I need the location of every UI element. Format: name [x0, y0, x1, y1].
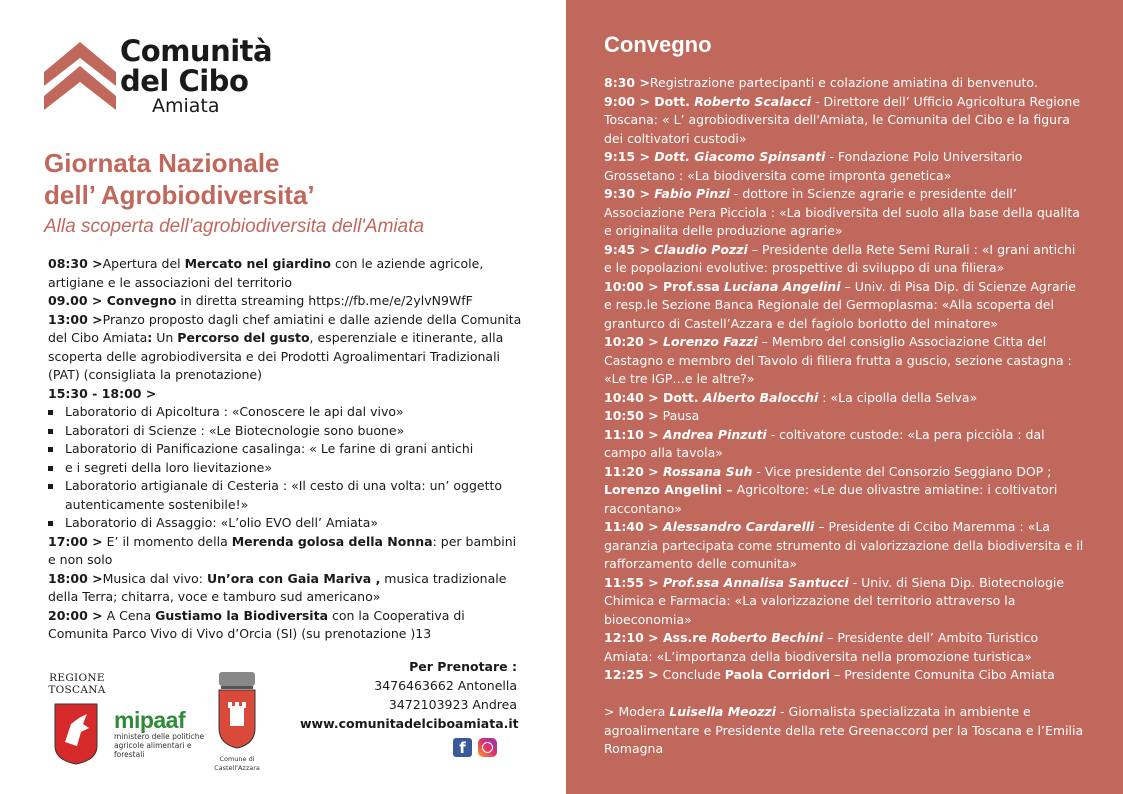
list-item: e i segreti della loro lievitazione» [48, 459, 526, 478]
convegno-item: 11:55 > Prof.ssa Annalisa Santucci - Univ. di Siena Dip. Biotecnologie Chimica e Farmacia: «La valorizzazione del territorio attraverso la bioeconomia» [604, 574, 1065, 627]
program [48, 255, 526, 644]
comune-crest-icon [215, 670, 259, 750]
pegasus-shield-icon [53, 702, 99, 766]
program-item: 18:00 >Musica dal vivo: Un’ora con Gaia Mariva , musica tradizionale della Terra; chitarra, voce e tamburo sud americano» [48, 570, 507, 604]
convegno-item: 12:25 > Conclude Paola Corridori – Presidente Comunita Cibo Amiata [604, 667, 1055, 682]
convegno-item: 9:00 > Dott. Roberto Scalacci - Direttore dell’ Ufficio Agricoltura Regione Toscana: « L’ agrobiodiversita dell'Amiata, le Comunita del Cibo e la figura dei coltivatori custodi» [604, 93, 1081, 146]
convegno-panel [566, 0, 1123, 794]
convegno-program [604, 74, 1084, 759]
page-title [44, 147, 315, 211]
program-item: 20:00 > A Cena Gustiamo la Biodiversita con la Cooperativa di Comunita Parco Vivo di Vivo d’Orcia (SI) (su prenotazione )13 [48, 607, 465, 641]
convegno-item: 9:30 > Fabio Pinzi - dottore in Scienze agrarie e presidente dell’ Associazione Pera Picciola : «La biodiversita del suolo alla base della qualita e originalita delle produzione agrarie» [604, 186, 1080, 238]
list-item: Laboratorio artigianale di Cesteria : «Il cesto di una volta: un’ oggetto autenticamente sostenibile!» [48, 477, 526, 514]
logo-mark-icon [44, 42, 116, 112]
comune-logo: Comune di Castell'Azzara [212, 670, 262, 772]
instagram-icon[interactable] [478, 738, 497, 757]
program-item: 13:00 >Pranzo proposto dagli chef amiatini e dalle aziende della Comunita del Cibo Amiata: Un Percorso del gusto, esperenziale e itinerante, alla scoperta delle agrobiodiversita e dei Prodotti Agroalimentari Tradizionali (PAT) (consigliata la prenotazione) [48, 311, 522, 382]
mipaaf-logo: mipaaf ministero delle politiche agricole alimentari e forestali [114, 707, 205, 759]
program-item: 08:30 >Apertura del Mercato nel giardino con le aziende agricole, artigiane e le associazioni del territorio [48, 256, 484, 290]
regione-toscana-logo: REGIONE TOSCANA [48, 672, 106, 696]
convegno-item: 9:45 > Claudio Pozzi – Presidente della Rete Semi Rurali : «I grani antichi e le popolazioni evolutive: prospettive di sviluppo di una filiera» [604, 241, 1076, 275]
convegno-item: 11:20 > Rossana Suh - Vice presidente del Consorzio Seggiano DOP ; [604, 463, 1052, 479]
logo-wordmark [120, 36, 272, 116]
moderator-note: > Modera Luisella Meozzi - Giornalista specializzata in ambiente e agroalimentare e Presidente della rete Greenaccord per la Toscana e l’Emilia Romagna [604, 704, 1084, 756]
convegno-item: 11:40 > Alessandro Cardarelli – Presidente di Ccibo Maremma : «La garanzia partecipata come strumento di valorizzazione della biodiversita e il rafforzamento delle comunita» [604, 519, 1084, 571]
program-item: 09.00 > Convegno in diretta streaming https://fb.me/e/2ylvN9WfF [48, 293, 473, 308]
title-line2: dell’ Agrobiodiversita’ [44, 180, 315, 210]
page-subtitle: Alla scoperta dell'agrobiodiversita dell'Amiata [44, 216, 425, 237]
booking-info [300, 657, 517, 733]
convegno-item: Lorenzo Angelini – Agricoltore: «Le due olivastre amiatine: i coltivatori raccontano» [604, 482, 1058, 516]
title-line1: Giornata Nazionale [44, 148, 280, 178]
convegno-item: 9:15 > Dott. Giacomo Spinsanti - Fondazione Polo Universitario Grossetano : «La biodiversita come impronta genetica» [604, 149, 1023, 183]
logo-line1: Comunità [120, 34, 273, 68]
logo-line3: Amiata [152, 95, 220, 117]
booking-label: Per Prenotare : [409, 659, 517, 674]
convegno-item: 10:20 > Lorenzo Fazzi – Membro del consiglio Associazione Citta del Castagno e membro del Tavolo di filiera frutta a guscio, sezione castagna : «Le tre IGP…e le altre?» [604, 334, 1072, 386]
social-links [453, 738, 497, 757]
convegno-item: 11:10 > Andrea Pinzuti - coltivatore custode: «La pera picciòla : dal campo alla tavola» [604, 426, 1045, 460]
booking-phone: 3472103923 Andrea [388, 697, 517, 712]
program-item: 15:30 - 18:00 > [48, 385, 157, 401]
convegno-item: 10:50 > Pausa [604, 408, 700, 423]
booking-phone: 3476463662 Antonella [374, 678, 517, 693]
convegno-item: 10:00 > Prof.ssa Luciana Angelini – Univ. di Pisa Dip. di Scienze Agrarie e resp.le Sezione Banca Regionale del Germoplasma: «Alla scoperta del granturco di Castell’Azzara e del fagiolo borlotto del minatore» [604, 278, 1076, 331]
list-item: Laboratorio di Assaggio: «L’olio EVO dell’ Amiata» [48, 514, 526, 533]
list-item: Laboratori di Scienze : «Le Biotecnologie sono buone» [48, 422, 526, 441]
convegno-item: 12:10 > Ass.re Roberto Bechini – Presidente dell’ Ambito Turistico Amiata: «L’importanza della biodiversita nella promozione turistica» [604, 630, 1039, 664]
website-link[interactable]: www.comunitadelciboamiata.it [300, 716, 519, 731]
convegno-item: 8:30 >Registrazione partecipanti e colazione amiatina di benvenuto. [604, 75, 1038, 90]
program-item: 17:00 > E’ il momento della Merenda golosa della Nonna: per bambini e non solo [48, 533, 517, 567]
lab-list [48, 403, 526, 533]
list-item: Laboratorio di Apicoltura : «Conoscere le api dal vivo» [48, 403, 526, 422]
facebook-icon[interactable]: f [453, 738, 472, 757]
logo-line2: del Cibo [120, 64, 249, 98]
convegno-item: 10:40 > Dott. Alberto Balocchi : «La cipolla della Selva» [604, 389, 978, 405]
convegno-title: Convegno [604, 32, 712, 57]
list-item: Laboratorio di Panificazione casalinga: « Le farine di grani antichi [48, 440, 526, 459]
